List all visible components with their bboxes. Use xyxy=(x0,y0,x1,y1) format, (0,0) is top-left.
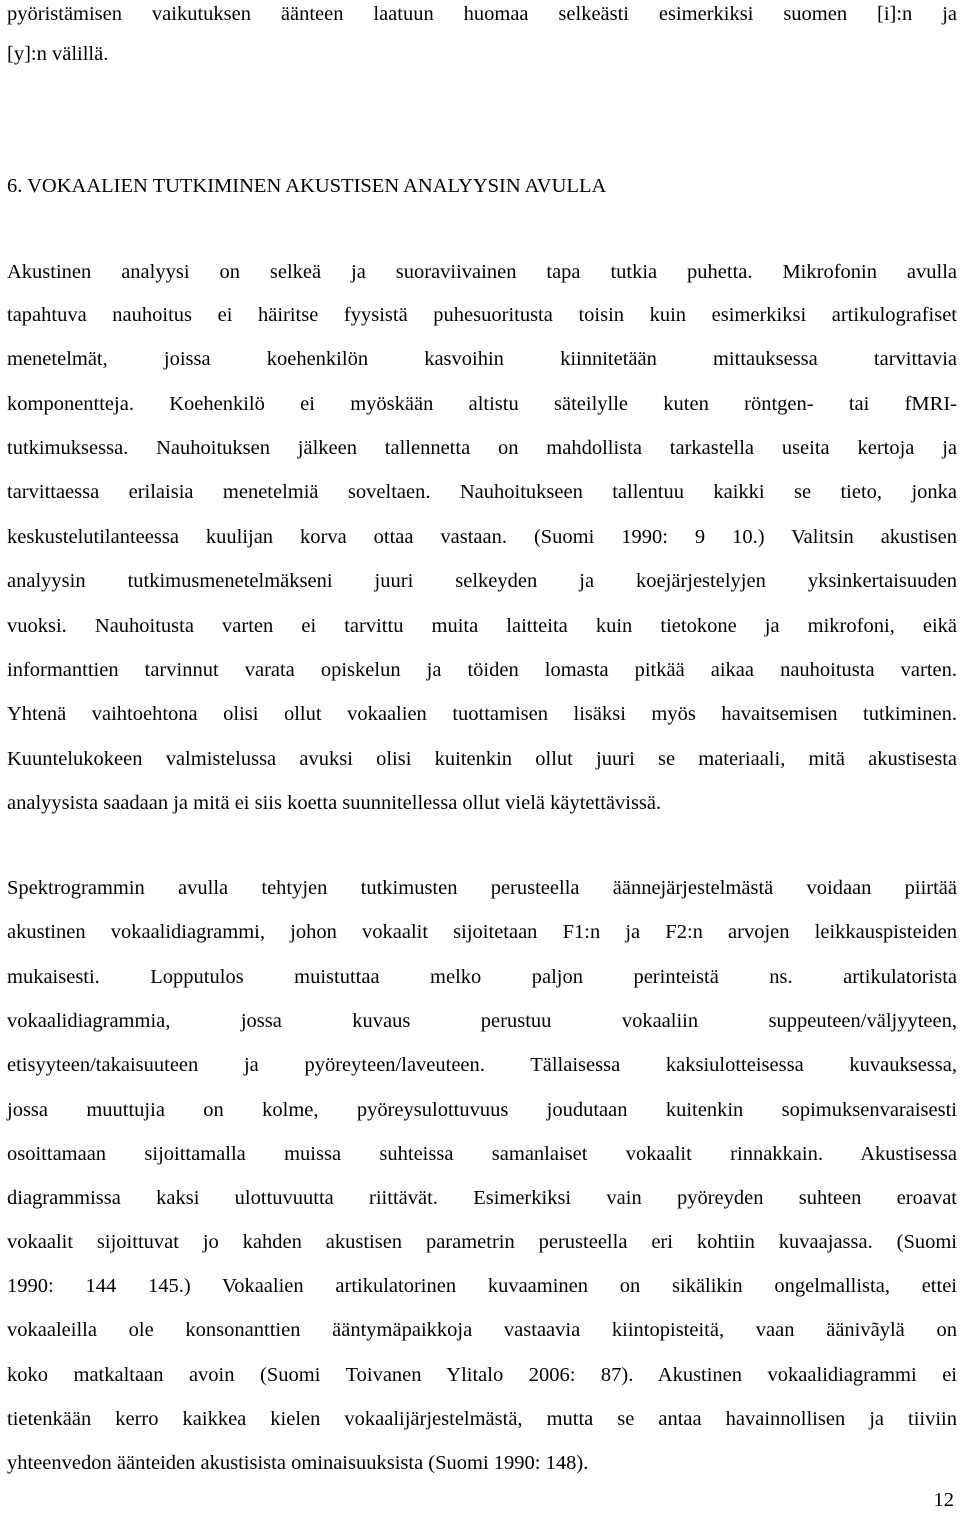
text-line: yhteenvedon äänteiden akustisista ominaisuuksista (Suomi 1990: 148). xyxy=(7,1452,589,1474)
text-line: osoittamaan sijoittamalla muissa suhteissa samanlaiset vokaalit rinnakkain. Akustisessa xyxy=(7,1143,957,1165)
text-line: vokaaleilla ole konsonanttien ääntymäpaikkoja vastaavia kiintopisteitä, vaan äänivãylä on xyxy=(7,1319,957,1341)
text-line: tietenkään kerro kaikkea kielen vokaalijärjestelmästä, mutta se antaa havainnollisen ja tiiviin xyxy=(7,1408,957,1430)
text-line: informanttien tarvinnut varata opiskelun ja töiden lomasta pitkää aikaa nauhoitusta varten. xyxy=(7,659,957,681)
text-line: tapahtuva nauhoitus ei häiritse fyysistä puhesuoritusta toisin kuin esimerkiksi artikulografiset xyxy=(7,304,957,326)
text-line: diagrammissa kaksi ulottuvuutta riittävät. Esimerkiksi vain pyöreyden suhteen eroavat xyxy=(7,1187,957,1209)
text-line: vokaalit sijoittuvat jo kahden akustisen parametrin perusteella eri kohtiin kuvaajassa. (Suomi xyxy=(7,1231,957,1253)
text-line: mukaisesti. Lopputulos muistuttaa melko paljon perinteistä ns. artikulatorista xyxy=(7,966,957,988)
text-line: Kuuntelukokeen valmistelussa avuksi olisi kuitenkin ollut juuri se materiaali, mitä akustisesta xyxy=(7,748,957,770)
text-line: Akustinen analyysi on selkeä ja suoraviivainen tapa tutkia puhetta. Mikrofonin avulla xyxy=(7,261,957,283)
text-line: jossa muuttujia on kolme, pyöreysulottuvuus joudutaan kuitenkin sopimuksenvaraisesti xyxy=(7,1099,957,1121)
text-line: vuoksi. Nauhoitusta varten ei tarvittu muita laitteita kuin tietokone ja mikrofoni, eikä xyxy=(7,615,957,637)
text-line: tarvittaessa erilaisia menetelmiä soveltaen. Nauhoitukseen tallentuu kaikki se tieto, jonka xyxy=(7,481,957,503)
text-line: Spektrogrammin avulla tehtyjen tutkimusten perusteella äännejärjestelmästä voidaan piirtää xyxy=(7,877,957,899)
text-line: tutkimuksessa. Nauhoituksen jälkeen tallennetta on mahdollista tarkastella useita kertoja ja xyxy=(7,437,957,459)
text-line: menetelmät, joissa koehenkilön kasvoihin kiinnitetään mittauksessa tarvittavia xyxy=(7,348,957,370)
text-line: etisyyteen/takaisuuteen ja pyöreyteen/laveuteen. Tällaisessa kaksiulotteisessa kuvauksessa, xyxy=(7,1054,957,1076)
page-number: 12 xyxy=(933,1489,954,1511)
text-line: [y]:n välillä. xyxy=(7,43,109,65)
text-line: koko matkaltaan avoin (Suomi Toivanen Ylitalo 2006: 87). Akustinen vokaalidiagrammi ei xyxy=(7,1364,957,1386)
text-line: akustinen vokaalidiagrammi, johon vokaalit sijoitetaan F1:n ja F2:n arvojen leikkauspisteiden xyxy=(7,921,957,943)
text-line: pyöristämisen vaikutuksen äänteen laatuun huomaa selkeästi esimerkiksi suomen [i]:n ja xyxy=(7,3,957,25)
section-heading: 6. VOKAALIEN TUTKIMINEN AKUSTISEN ANALYYSIN AVULLA xyxy=(7,175,607,197)
text-line: 1990: 144 145.) Vokaalien artikulatorinen kuvaaminen on sikälikin ongelmallista, ettei xyxy=(7,1275,957,1297)
text-line: analyysista saadaan ja mitä ei siis koetta suunnitellessa ollut vielä käytettävissä. xyxy=(7,792,662,814)
text-line: vokaalidiagrammia, jossa kuvaus perustuu vokaaliin suppeuteen/väljyyteen, xyxy=(7,1010,957,1032)
text-line: komponentteja. Koehenkilö ei myöskään altistu säteilylle kuten röntgen- tai fMRI- xyxy=(7,393,957,415)
text-line: analyysin tutkimusmenetelmäkseni juuri selkeyden ja koejärjestelyjen yksinkertaisuuden xyxy=(7,570,957,592)
text-line: keskustelutilanteessa kuulijan korva ottaa vastaan. (Suomi 1990: 9 10.) Valitsin akustisen xyxy=(7,526,957,548)
text-line: Yhtenä vaihtoehtona olisi ollut vokaalien tuottamisen lisäksi myös havaitsemisen tutkiminen. xyxy=(7,703,957,725)
